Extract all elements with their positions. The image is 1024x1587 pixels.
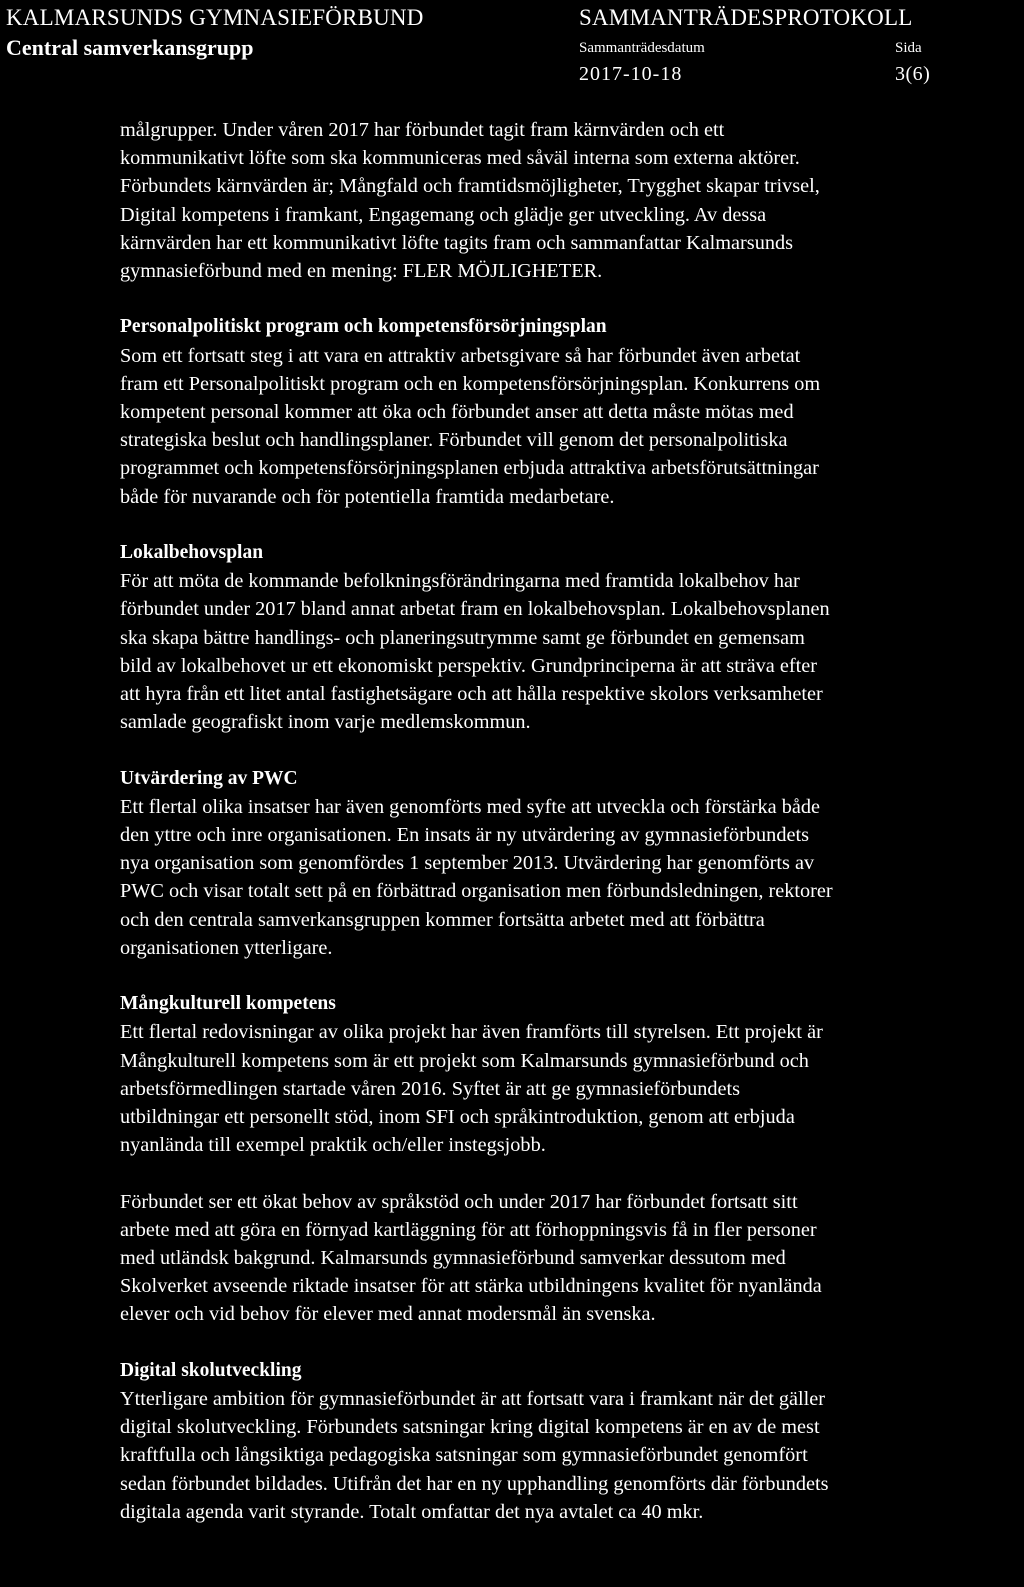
- section-multicultural-competence: [120, 990, 1015, 1328]
- group-name: Central samverkansgrupp: [6, 35, 254, 60]
- text-line: kärnvärden har ett kommunikativt löfte tagits fram och sammanfattar Kalmarsunds: [120, 231, 794, 254]
- text-line: arbetsförmedlingen startade våren 2016. Syftet är att ge gymnasieförbundets: [120, 1077, 741, 1100]
- paragraph-gap: [120, 736, 1015, 764]
- section-digital-school-development: [120, 1357, 1015, 1526]
- text-line: både för nuvarande och för potentiella framtida medarbetare.: [120, 485, 615, 508]
- section-heading: Lokalbehovsplan: [120, 542, 264, 564]
- text-line: att hyra från ett litet antal fastighetsägare och att hålla respektive skolors verksamheter: [120, 683, 823, 706]
- text-line: gymnasieförbund med en mening: FLER MÖJLIGHETER.: [120, 260, 603, 283]
- paragraph-gap: [120, 285, 1015, 313]
- text-line: bild av lokalbehovet ur ett ekonomiskt perspektiv. Grundprinciperna är att sträva efter: [120, 654, 818, 677]
- section-heading: Utvärdering av PWC: [120, 767, 298, 789]
- section-heading: Personalpolitiskt program och kompetensförsörjningsplan: [120, 316, 607, 338]
- text-line: Ytterligare ambition för gymnasieförbundet är att fortsatt vara i framkant när det gäller: [120, 1388, 826, 1411]
- text-line: Ett flertal redovisningar av olika projekt har även framförts till styrelsen. Ett projekt är: [120, 1021, 823, 1044]
- text-line: och den centrala samverkansgruppen kommer fortsätta arbetet med att förbättra: [120, 908, 765, 931]
- organization-name: KALMARSUNDS GYMNASIEFÖRBUND: [6, 5, 424, 30]
- document-type: SAMMANTRÄDESPROTOKOLL: [579, 5, 913, 30]
- text-line: PWC och visar totalt sett på en förbättrad organisation men förbundsledningen, rektorer: [120, 880, 833, 903]
- text-line: samlade geografiskt inom varje medlemskommun.: [120, 711, 531, 734]
- text-line: arbete med att göra en förnyad kartläggning för att förhoppningsvis få in fler personer: [120, 1218, 817, 1241]
- text-line: digital skolutveckling. Förbundets satsningar kring digital kompetens är en av de mest: [120, 1416, 820, 1439]
- text-line: ska skapa bättre handlings- och planeringsutrymme samt ge förbundet en gemensam: [120, 626, 805, 649]
- text-line: kompetent personal kommer att öka och förbundet anser att detta måste mötas med: [120, 401, 794, 424]
- section-heading: Mångkulturell kompetens: [120, 993, 336, 1015]
- text-line: För att möta de kommande befolkningsförändringarna med framtida lokalbehov har: [120, 570, 800, 593]
- text-line: med utländsk bakgrund. Kalmarsunds gymnasieförbund samverkar dessutom med: [120, 1247, 786, 1270]
- text-line: den yttre och inre organisationen. En insats är ny utvärdering av gymnasieförbundets: [120, 824, 809, 847]
- intro-paragraph: [120, 116, 1015, 285]
- document-body: [120, 116, 1015, 1526]
- section-pwc-evaluation: [120, 765, 1015, 962]
- text-line: kommunikativt löfte som ska kommuniceras med såväl interna som externa aktörer.: [120, 147, 800, 170]
- text-line: elever och vid behov för elever med annat modersmål än svenska.: [120, 1303, 656, 1326]
- page-label: Sida: [895, 40, 922, 56]
- page-number: 3(6): [895, 63, 931, 85]
- paragraph-gap: [120, 1329, 1015, 1357]
- text-line: Som ett fortsatt steg i att vara en attraktiv arbetsgivare så har förbundet även arbetat: [120, 344, 801, 367]
- text-line: nya organisation som genomfördes 1 september 2013. Utvärdering har genomförts av: [120, 852, 815, 875]
- text-line: Ett flertal olika insatser har även genomförts med syfte att utveckla och förstärka både: [120, 795, 821, 818]
- text-line: fram ett Personalpolitiskt program och en kompetensförsörjningsplan. Konkurrens om: [120, 372, 821, 395]
- paragraph-gap: [120, 1159, 1015, 1187]
- text-line: Förbundet ser ett ökat behov av språkstöd och under 2017 har förbundet fortsatt sitt: [120, 1190, 798, 1213]
- text-line: utbildningar ett personellt stöd, inom SFI och språkintroduktion, genom att erbjuda: [120, 1106, 795, 1129]
- text-line: Digital kompetens i framkant, Engagemang och glädje ger utveckling. Av dessa: [120, 203, 767, 226]
- text-line: nyanlända till exempel praktik och/eller instegsjobb.: [120, 1134, 546, 1157]
- paragraph-gap: [120, 511, 1015, 539]
- text-line: Förbundets kärnvärden är; Mångfald och framtidsmöjligheter, Trygghet skapar trivsel,: [120, 175, 820, 198]
- text-line: Mångkulturell kompetens som är ett projekt som Kalmarsunds gymnasieförbund och: [120, 1049, 809, 1072]
- text-line: digitala agenda varit styrande. Totalt omfattar det nya avtalet ca 40 mkr.: [120, 1500, 704, 1523]
- text-line: målgrupper. Under våren 2017 har förbundet tagit fram kärnvärden och ett: [120, 119, 725, 141]
- text-line: sedan förbundet bildades. Utifrån det har en ny upphandling genomförts där förbundets: [120, 1472, 829, 1495]
- section-heading: Digital skolutveckling: [120, 1359, 302, 1381]
- text-line: kraftfulla och långsiktiga pedagogiska satsningar som gymnasieförbundet genomfört: [120, 1444, 808, 1467]
- section-premises-plan: [120, 539, 1015, 736]
- date-label: Sammanträdesdatum: [579, 40, 705, 56]
- text-line: Skolverket avseende riktade insatser för att stärka utbildningens kvalitet för nyanlända: [120, 1275, 822, 1298]
- text-line: organisationen ytterligare.: [120, 936, 333, 959]
- section-personnel-policy: [120, 313, 1015, 510]
- meeting-date: 2017-10-18: [579, 63, 683, 85]
- text-line: programmet och kompetensförsörjningsplanen erbjuda attraktiva arbetsförutsättningar: [120, 457, 819, 480]
- text-line: förbundet under 2017 bland annat arbetat fram en lokalbehovsplan. Lokalbehovsplanen: [120, 598, 830, 621]
- text-line: strategiska beslut och handlingsplaner. Förbundet vill genom det personalpolitiska: [120, 429, 788, 452]
- paragraph-gap: [120, 962, 1015, 990]
